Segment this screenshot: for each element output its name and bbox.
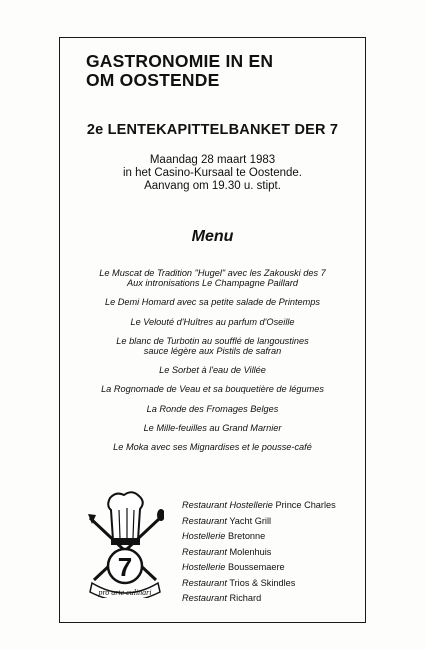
course-item: [60, 404, 365, 414]
course-line: La Ronde des Fromages Belges: [146, 403, 279, 414]
course-line: Aux intronisations Le Champagne Paillard: [126, 278, 299, 289]
restaurant-name: Bretonne: [227, 531, 266, 541]
course-item: [60, 365, 365, 375]
restaurant-type: Hostellerie: [182, 531, 226, 541]
menu-card: [59, 37, 366, 623]
logo-numeral: 7: [117, 552, 133, 582]
restaurant-type: Restaurant: [182, 546, 227, 557]
menu-heading: Menu: [191, 228, 234, 245]
restaurant-name: Prince Charles: [275, 500, 336, 510]
event-title: [86, 52, 356, 90]
course-line: Le Muscat de Tradition "Hugel" avec les Zakouski des 7: [99, 268, 326, 278]
restaurant-name: Richard: [229, 593, 262, 603]
restaurant-type: Restaurant: [182, 515, 227, 526]
course-item: [60, 384, 365, 394]
restaurant-name: Molenhuis: [229, 546, 272, 557]
logo-motto: pro arte culinari: [98, 588, 152, 597]
event-start-time: Aanvang om 19.30 u. stipt.: [144, 180, 281, 192]
course-item: [60, 297, 365, 307]
restaurant-name: Trios & Skindles: [229, 577, 296, 588]
restaurant-item: [182, 591, 336, 607]
restaurant-item: [182, 545, 336, 561]
restaurant-type: Hostellerie: [182, 562, 226, 572]
course-item: [60, 317, 365, 327]
course-line: Le Sorbet à l'eau de Villée: [159, 365, 266, 376]
restaurant-name: Yacht Grill: [229, 515, 272, 526]
restaurant-item: [182, 576, 336, 592]
event-info: [60, 154, 365, 193]
course-item: [60, 268, 365, 288]
banquet-subtitle: 2e LENTEKAPITTELBANKET DER 7: [86, 122, 339, 138]
course-line: Le Demi Homard avec sa petite salade de Printemps: [105, 297, 320, 308]
event-date: Maandag 28 maart 1983: [149, 154, 276, 166]
course-line: Le blanc de Turbotin au soufflé de langoustines: [116, 335, 309, 346]
course-list: [60, 268, 365, 461]
course-line: Le Velouté d'Huîtres au parfum d'Oseille: [130, 316, 295, 327]
restaurant-type: Restaurant: [182, 577, 227, 588]
course-item: [60, 336, 365, 356]
chef-hat-logo-icon: [86, 488, 164, 598]
title-line-1: GASTRONOMIE IN EN: [86, 51, 274, 71]
title-line-2: OM OOSTENDE: [86, 70, 220, 90]
event-venue: in het Casino-Kursaal te Oostende.: [123, 167, 302, 179]
course-line: Le Mille-feuilles au Grand Marnier: [143, 422, 282, 433]
restaurant-list: [182, 498, 336, 607]
course-item: [60, 442, 365, 452]
restaurant-item: [182, 498, 336, 514]
restaurant-type: Restaurant Hostellerie: [182, 500, 273, 510]
restaurant-type: Restaurant: [182, 593, 227, 603]
restaurant-name: Boussemaere: [227, 562, 285, 572]
course-line: sauce légère aux Pistils de safran: [143, 346, 282, 357]
course-item: [60, 423, 365, 433]
restaurant-item: [182, 514, 336, 530]
course-line: Le Moka avec ses Mignardises et le pousse-café: [113, 442, 312, 453]
restaurant-item: [182, 560, 336, 576]
restaurant-item: [182, 529, 336, 545]
course-line: La Rognomade de Veau et sa bouquetière de légumes: [101, 384, 324, 395]
